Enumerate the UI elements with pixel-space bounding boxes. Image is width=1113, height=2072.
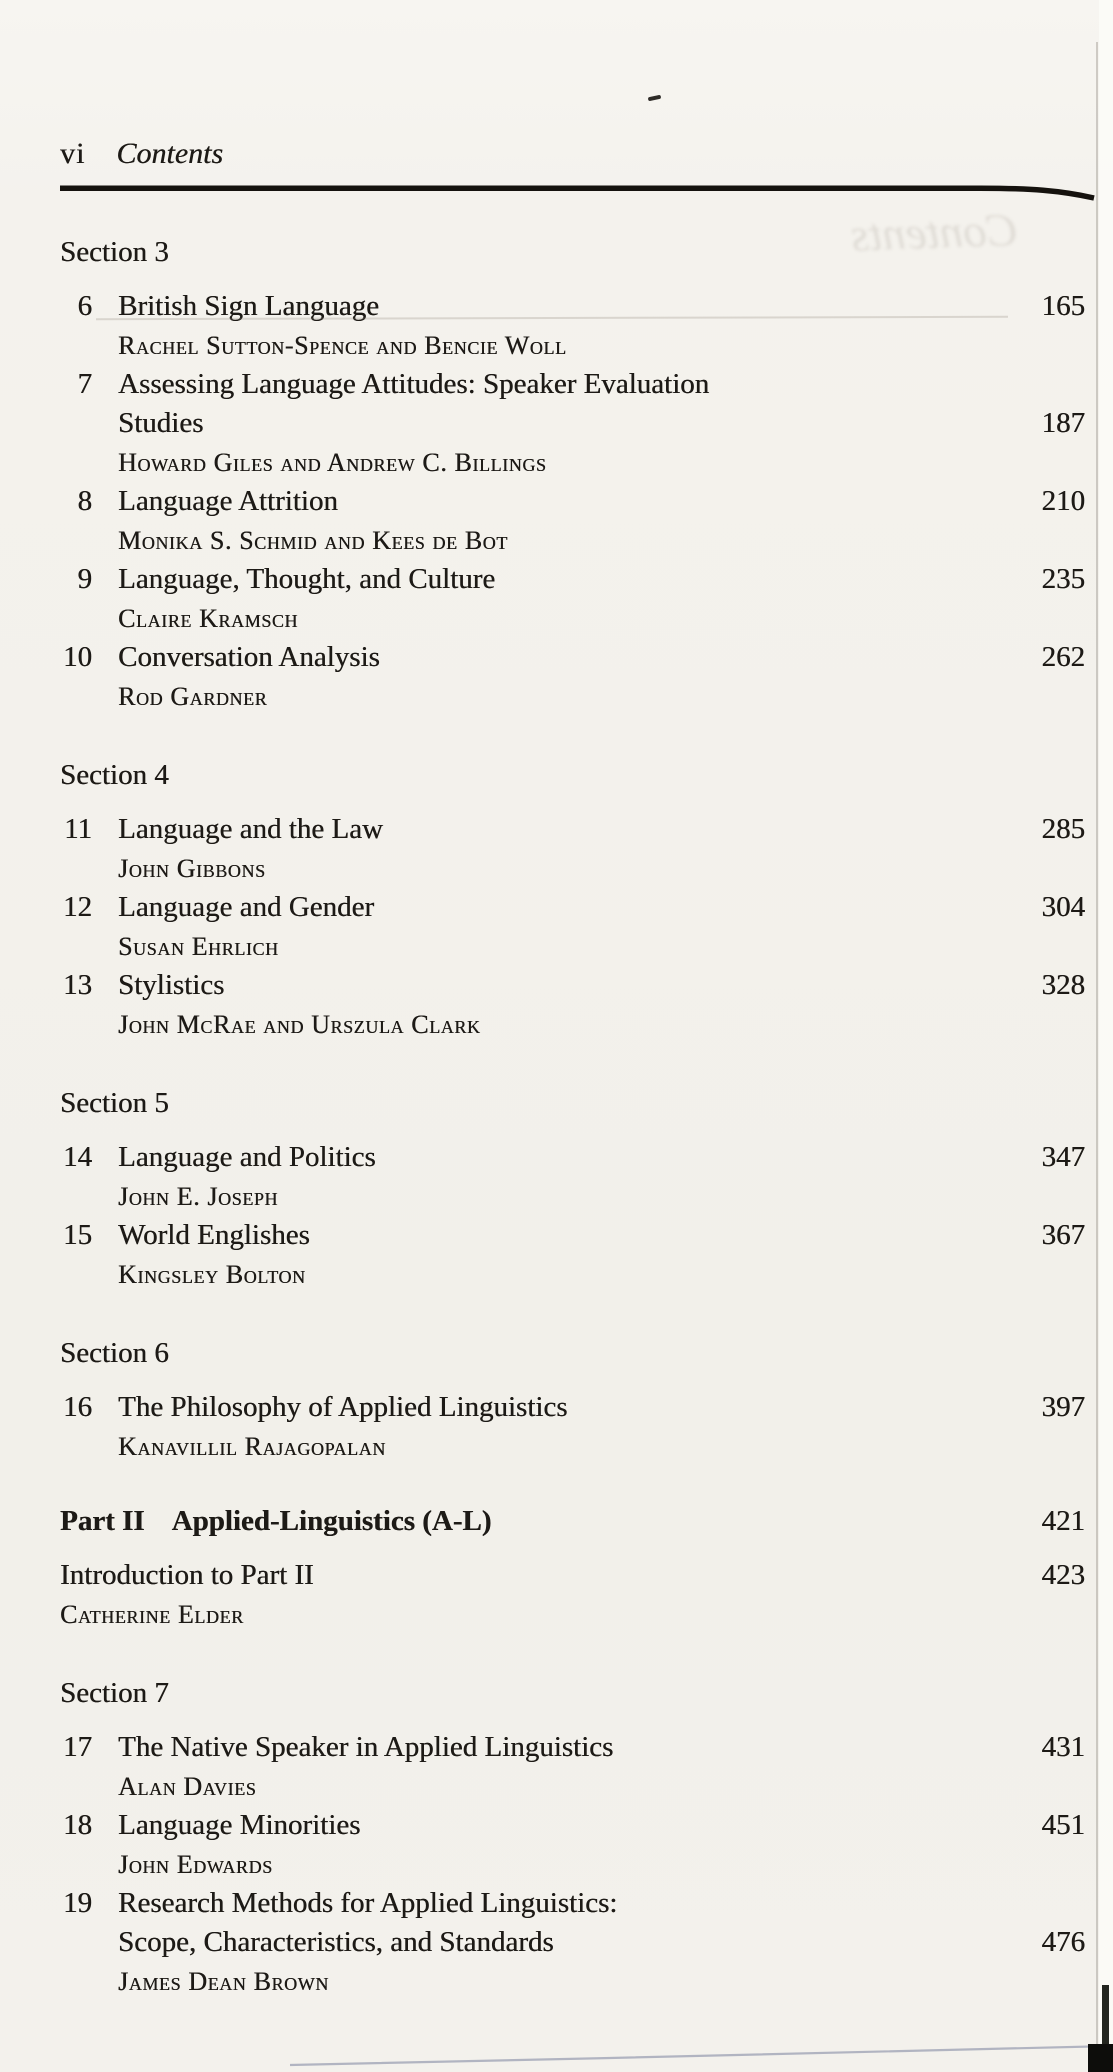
page-ref: 304 [1041,891,1085,923]
part-heading-row [60,1502,1085,1541]
toc-entry-line [60,1216,1085,1255]
part-label: Part II [60,1505,145,1537]
chapter-number: 17 [63,1731,92,1763]
chapter-authors: Claire Kramsch [118,604,299,633]
toc-entry-line [60,638,1085,677]
page-ref: 187 [1041,407,1085,439]
chapter-title: Language Attrition [118,485,338,517]
page-ref: 476 [1041,1926,1085,1958]
chapter-authors: Kingsley Bolton [118,1260,306,1289]
chapter-authors: Alan Davies [118,1772,257,1801]
chapter-authors: James Dean Brown [118,1967,329,1996]
chapter-title: Language Minorities [118,1809,361,1841]
toc-entry-line [60,1923,1085,1962]
toc-entry [60,1388,1085,1466]
section-heading: Section 3 [60,236,169,268]
toc-entry-line [60,1138,1085,1177]
chapter-number: 19 [63,1887,92,1919]
ghost-showthrough-text: Contents [849,203,1019,262]
chapter-number: 6 [77,290,92,322]
section-heading: Section 6 [60,1337,169,1369]
toc-entry [60,966,1085,1044]
page-ref: 285 [1041,813,1085,845]
page-ref: 262 [1041,641,1085,673]
chapter-authors: Rachel Sutton-Spence and Bencie Woll [118,331,567,360]
chapter-authors: Kanavillil Rajagopalan [118,1432,386,1461]
page-ref: 165 [1041,290,1085,322]
toc-entry-line [60,482,1085,521]
page-ref: 451 [1041,1809,1085,1841]
toc-entry-line [60,365,1085,404]
chapter-authors: Susan Ehrlich [118,932,279,961]
page-ref: 421 [1041,1505,1085,1537]
toc-entry-line [60,966,1085,1005]
chapter-authors: John McRae and Urszula Clark [118,1010,481,1039]
page-ref: 431 [1041,1731,1085,1763]
section-heading: Section 5 [60,1087,169,1119]
chapter-authors: Howard Giles and Andrew C. Billings [118,448,547,477]
toc-entry [60,810,1085,888]
chapter-authors: John E. Joseph [118,1182,279,1211]
chapter-number: 15 [63,1219,92,1251]
chapter-number: 8 [77,485,92,517]
chapter-number: 11 [64,813,92,845]
toc-entry-line [60,888,1085,927]
chapter-title: The Philosophy of Applied Linguistics [118,1391,568,1423]
folio-page-number: vi [60,137,86,170]
intro-authors: Catherine Elder [60,1600,244,1629]
part-title: Applied-Linguistics (A-L) [171,1505,492,1537]
toc-entry [60,638,1085,716]
chapter-authors: John Gibbons [118,854,266,883]
chapter-title: Language and the Law [118,813,383,845]
toc-entry-line [60,1884,1085,1923]
chapter-number: 16 [63,1391,92,1423]
intro-title: Introduction to Part II [60,1559,314,1591]
chapter-number: 12 [63,891,92,923]
chapter-title: Language and Gender [118,891,375,923]
toc-entry-line [60,560,1085,599]
toc-entry [60,560,1085,638]
chapter-authors: John Edwards [118,1850,273,1879]
chapter-number: 7 [77,368,92,400]
chapter-title: Language and Politics [118,1141,376,1173]
toc-entry-line [60,810,1085,849]
toc-entry [60,1884,1085,2001]
toc-entry [60,1138,1085,1216]
section-heading: Section 4 [60,759,169,791]
chapter-authors: Monika S. Schmid and Kees de Bot [118,526,508,555]
page-header [60,136,1085,172]
page-ref: 347 [1041,1141,1085,1173]
page-ref: 397 [1041,1391,1085,1423]
page-ref: 367 [1041,1219,1085,1251]
chapter-number: 14 [63,1141,92,1173]
intro-row [60,1556,1085,1595]
chapter-title: The Native Speaker in Applied Linguistics [118,1731,614,1763]
toc-entry [60,287,1085,365]
page-ref: 210 [1041,485,1085,517]
chapter-title: Conversation Analysis [118,641,380,673]
chapter-title-continued: Studies [118,407,204,439]
section-heading: Section 7 [60,1677,169,1709]
page-ref: 328 [1041,969,1085,1001]
chapter-title: World Englishes [118,1219,310,1251]
toc-entry-line [60,1806,1085,1845]
chapter-title-continued: Scope, Characteristics, and Standards [118,1926,554,1958]
chapter-title: Research Methods for Applied Linguistics: [118,1887,618,1919]
chapter-number: 13 [63,969,92,1001]
toc-entry-line [60,1388,1085,1427]
chapter-authors: Rod Gardner [118,682,268,711]
chapter-title: Language, Thought, and Culture [118,563,496,595]
toc-entry-line [60,1728,1085,1767]
chapter-title: Stylistics [118,969,225,1001]
chapter-title: British Sign Language [118,290,379,322]
chapter-title: Assessing Language Attitudes: Speaker Evaluation [118,368,710,400]
chapter-number: 18 [63,1809,92,1841]
toc-entry [60,482,1085,560]
toc-entry [60,1806,1085,1884]
chapter-number: 9 [77,563,92,595]
toc-entry [60,1728,1085,1806]
header-rule [60,185,1097,193]
toc-entry-line [60,287,1085,326]
page-ref: 235 [1041,563,1085,595]
contents-running-title: Contents [116,137,224,170]
toc-entry [60,888,1085,966]
chapter-number: 10 [63,641,92,673]
toc-entry [60,1216,1085,1294]
toc-entry [60,365,1085,482]
toc-entry-line [60,404,1085,443]
page-ref: 423 [1041,1559,1085,1591]
